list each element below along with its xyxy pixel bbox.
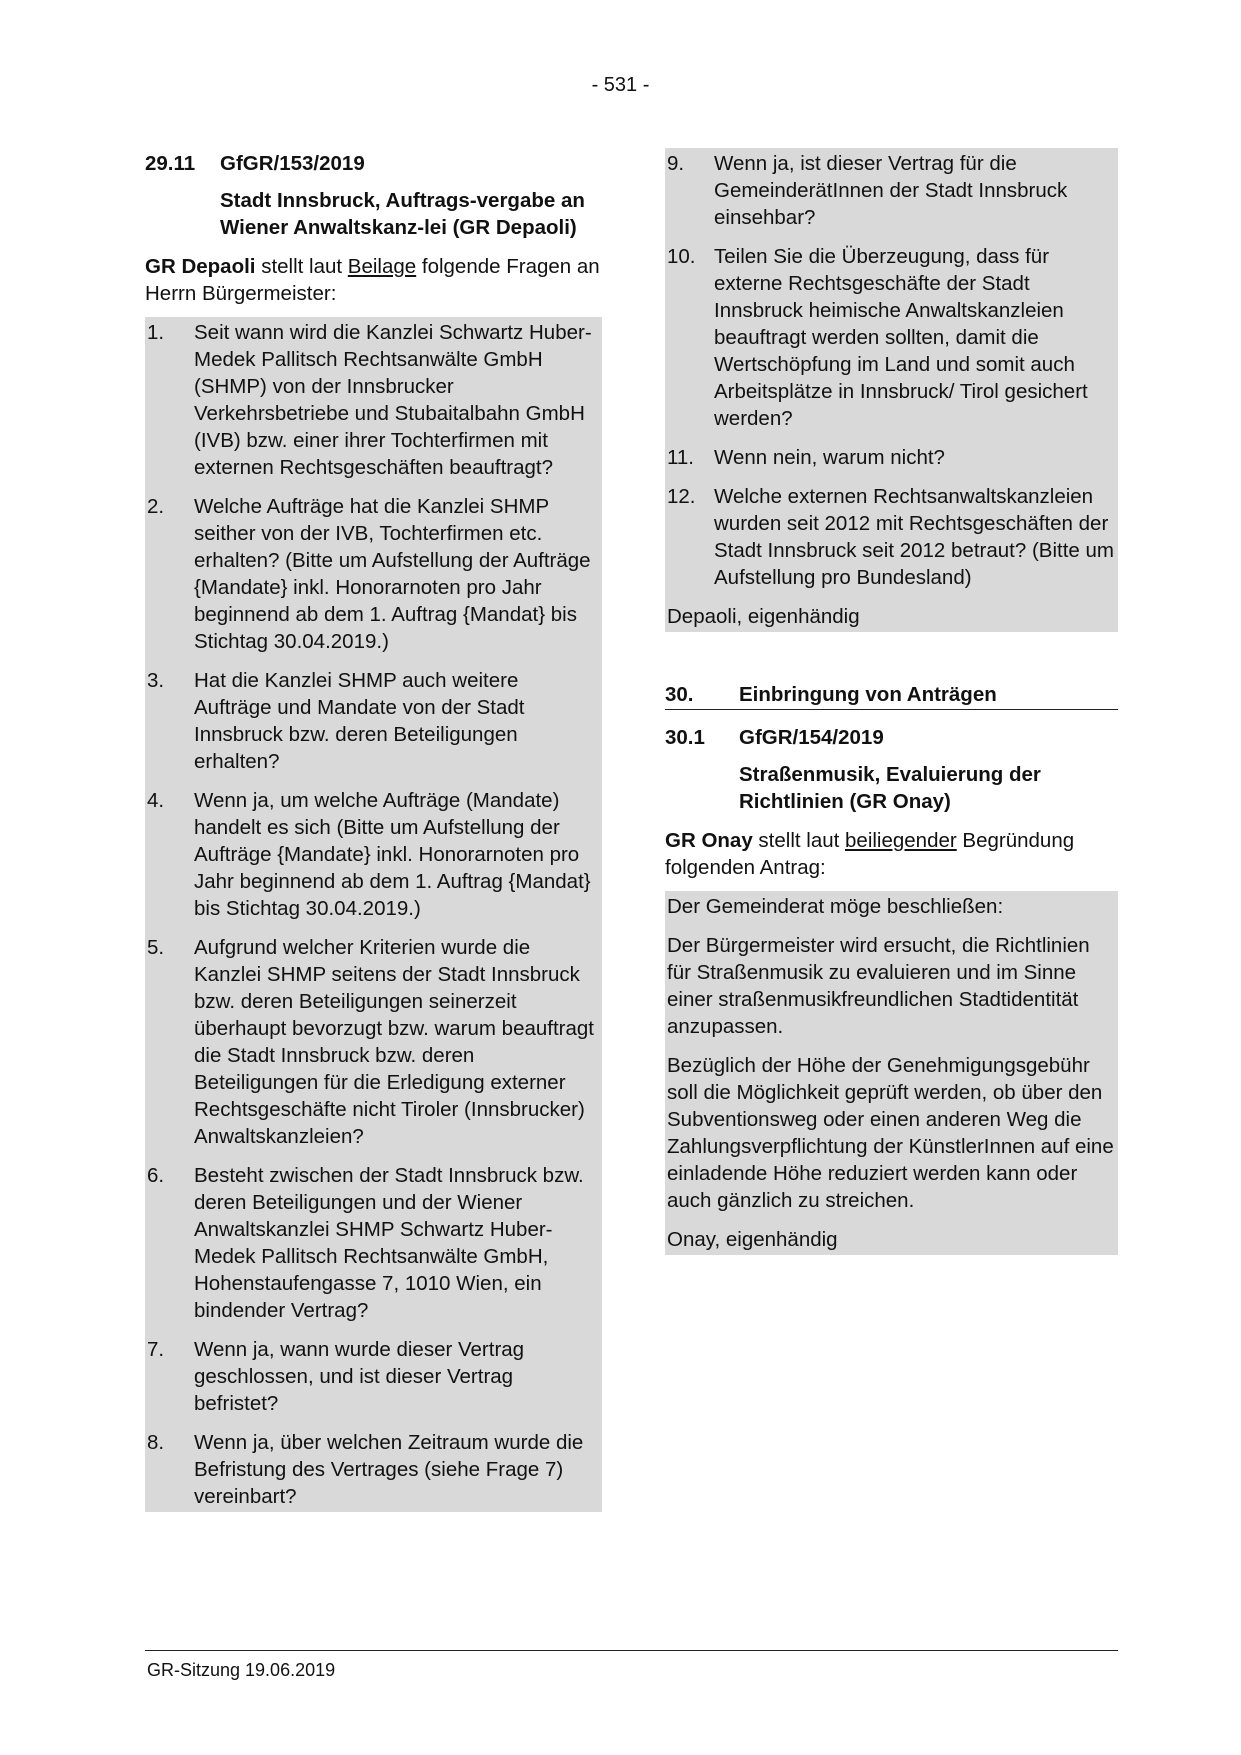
question-text: Wenn ja, um welche Aufträge (Mandate) handelt es sich (Bitte um Aufstellung der Aufträge {Mandate} inkl. Honorarnoten pro Jahr beginnend ab dem 1. Auftrag {Mandat} bis Stichtag 30.04.2019.) [194,789,591,920]
questions-box-left [145,317,602,1512]
left-column [145,150,602,1512]
heading-title: Einbringung von Anträgen [739,683,997,706]
intro-name: GR Depaoli [145,255,256,278]
question-text: Aufgrund welcher Kriterien wurde die Kanzlei SHMP seitens der Stadt Innsbruck bzw. deren Beteiligungen seinerzeit überhaupt bevorzugt bzw. warum beauftragt die Stadt Innsbruck bzw. deren Beteiligungen für die Erledigung externer Rechtsgeschäfte nicht Tiroler (Innsbrucker) Anwaltskanzleien? [194,936,594,1148]
right-column [665,148,1118,1255]
question-number: 9. [667,152,685,175]
question-list [667,150,1114,591]
question-text: Wenn nein, warum nicht? [714,446,945,469]
heading-section-30 [665,681,1118,710]
intro-name: GR Onay [665,829,753,852]
section-code: GfGR/153/2019 [220,152,365,175]
question-number: 10. [667,245,696,268]
question-item [667,150,1114,231]
question-item [147,787,598,922]
question-text: Wenn ja, wann wurde dieser Vertrag geschlossen, und ist dieser Vertrag befristet? [194,1338,525,1415]
intro-end: Begründung folgenden Antrag: [665,829,1075,879]
motion-box [665,891,1118,1255]
question-number: 1. [147,321,165,344]
question-number: 2. [147,495,165,518]
intro-mid: stellt laut [255,255,348,278]
question-number: 6. [147,1164,165,1187]
intro-end: folgende Fragen an Herrn Bürgermeister: [145,255,600,305]
section-number: 30.1 [665,726,705,749]
intro-link-beiliegender[interactable]: beiliegender [845,829,957,852]
question-item [667,444,1114,471]
page-number: - 531 - [591,74,650,96]
question-number: 8. [147,1431,165,1454]
question-number: 7. [147,1338,165,1361]
question-text: Seit wann wird die Kanzlei Schwartz Huber-Medek Pallitsch Rechtsanwälte GmbH (SHMP) von der Innsbrucker Verkehrsbetriebe und Stubaitalbahn GmbH (IVB) bzw. einer ihrer Tochterfirmen mit externen Rechtsgeschäften beauftragt? [194,321,592,479]
question-item [147,934,598,1150]
question-item [147,1429,598,1510]
section-number: 29.11 [145,152,196,175]
question-text: Wenn ja, ist dieser Vertrag für die GemeinderätInnen der Stadt Innsbruck einsehbar? [714,152,1068,229]
question-list [147,319,598,1510]
question-number: 12. [667,485,696,508]
heading-number: 30. [665,683,694,706]
question-number: 3. [147,669,165,692]
question-text: Welche externen Rechtsanwaltskanzleien wurden seit 2012 mit Rechtsgeschäften der Stadt Innsbruck seit 2012 betraut? (Bitte um Aufstellung pro Bundesland) [714,485,1114,589]
intro-paragraph [145,253,602,307]
question-item [147,667,598,775]
motion-paragraph: Der Gemeinderat möge beschließen: [667,895,1004,918]
question-text: Hat die Kanzlei SHMP auch weitere Aufträge und Mandate von der Stadt Innsbruck bzw. deren Beteiligungen erhalten? [194,669,525,773]
question-item [147,1162,598,1324]
footer-divider [145,1650,1118,1651]
section-header-29-11 [145,150,602,177]
question-item [667,483,1114,591]
footer-text: GR-Sitzung 19.06.2019 [147,1660,336,1680]
question-item [147,493,598,655]
motion-paragraph: Der Bürgermeister wird ersucht, die Richtlinien für Straßenmusik zu evaluieren und im Sinne einer straßenmusikfreundlichen Stadtidentität anzupassen. [667,934,1090,1038]
section-code: GfGR/154/2019 [739,726,884,749]
question-number: 4. [147,789,165,812]
section-title: Straßenmusik, Evaluierung der Richtlinien (GR Onay) [739,763,1041,813]
intro-link-beilage[interactable]: Beilage [347,255,417,278]
question-item [147,1336,598,1417]
question-item [667,243,1114,432]
signature-depaoli: Depaoli, eigenhändig [667,605,860,628]
question-text: Wenn ja, über welchen Zeitraum wurde die Befristung des Vertrages (siehe Frage 7) vereinbart? [194,1431,584,1508]
question-text: Welche Aufträge hat die Kanzlei SHMP seither von der IVB, Tochterfirmen etc. erhalten? (Bitte um Aufstellung der Aufträge {Mandate} inkl. Honorarnoten pro Jahr beginnend ab dem 1. Auftrag {Mandat} bis Stichtag 30.04.2019.) [194,495,591,653]
question-item [147,319,598,481]
question-number: 5. [147,936,165,959]
section-header-30-1 [665,724,1118,751]
question-number: 11. [667,446,694,469]
motion-paragraph: Bezüglich der Höhe der Genehmigungsgebühr soll die Möglichkeit geprüft werden, ob über den Subventionsweg oder einen anderen Weg die Zahlungsverpflichtung der KünstlerInnen auf eine einladende Höhe reduziert werden kann oder auch gänzlich zu streichen. [667,1054,1114,1212]
questions-box-right [665,148,1118,632]
intro-mid: stellt laut [752,829,846,852]
signature-onay: Onay, eigenhändig [667,1228,838,1251]
intro-paragraph [665,827,1118,881]
section-title: Stadt Innsbruck, Auftrags-vergabe an Wiener Anwaltskanz-lei (GR Depaoli) [220,189,585,239]
question-text: Teilen Sie die Überzeugung, dass für externe Rechtsgeschäfte der Stadt Innsbruck heimische Anwaltskanzleien beauftragt werden sollten, damit die Wertschöpfung im Land und somit auch Arbeitsplätze in Innsbruck/ Tirol gesichert werden? [714,245,1088,430]
question-text: Besteht zwischen der Stadt Innsbruck bzw. deren Beteiligungen und der Wiener Anwaltskanzlei SHMP Schwartz Huber-Medek Pallitsch Rechtsanwälte GmbH, Hohenstaufengasse 7, 1010 Wien, ein bindender Vertrag? [194,1164,584,1322]
